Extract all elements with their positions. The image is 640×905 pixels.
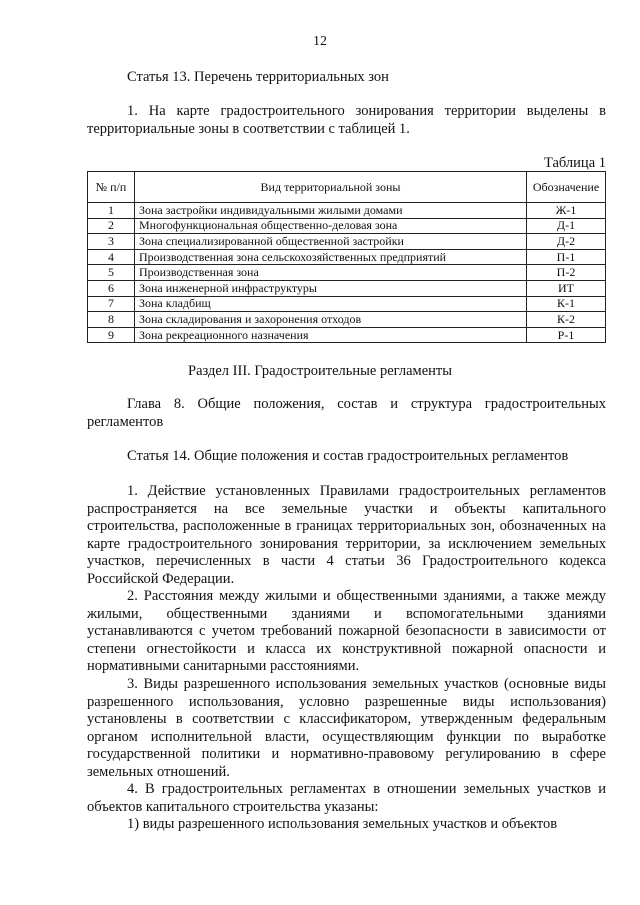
table-caption: Таблица 1 [543,155,606,171]
table-row [88,312,606,328]
row-num: 8 [88,312,135,328]
row-code: ИТ [527,280,606,296]
table-row [88,218,606,234]
row-zone-name: Производственная зона сельскохозяйственных предприятий [135,249,527,265]
row-zone-name: Зона складирования и захоронения отходов [135,312,527,328]
table-row [88,203,606,219]
table-row [88,296,606,312]
paragraph-3: 3. Виды разрешенного использования земельных участков (основные виды разрешенного использования, условно разрешенные виды использования) установлены в соответствии с классификатором, утвержденным федеральным органом исполнительной власти, осуществляющим функции по выработке государственной политики и нормативно-правовому регулированию в сфере земельных отношений. [87,676,606,780]
table-row [88,249,606,265]
row-code: К-1 [527,296,606,312]
row-code: П-2 [527,265,606,281]
row-num: 7 [88,296,135,312]
article-14-heading: Статья 14. Общие положения и состав градостроительных регламентов [127,448,569,464]
row-zone-name: Зона рекреационного назначения [135,327,527,343]
row-num: 5 [88,265,135,281]
row-code: Ж-1 [527,203,606,219]
paragraph-4: 4. В градостроительных регламентах в отношении земельных участков и объектов капитального строительства указаны: [87,781,606,815]
row-zone-name: Зона застройки индивидуальными жилыми домами [135,203,527,219]
row-zone-name: Зона кладбищ [135,296,527,312]
table-header-row [88,172,606,203]
table-row [88,280,606,296]
section-3-heading: Раздел III. Градостроительные регламенты [188,363,452,379]
header-num: № п/п [88,172,135,203]
page-number: 12 [313,34,327,49]
header-zone-type: Вид территориальной зоны [135,172,527,203]
row-num: 3 [88,234,135,250]
row-num: 1 [88,203,135,219]
paragraph-1: 1. Действие установленных Правилами градостроительных регламентов распространяется на все земельные участки и объекты капитального строительства, расположенные в границах территориальных зон, обозначенных на карте градостроительного зонирования территории, за исключением земельных участков, перечисленных в части 4 статьи 36 Градостроительного кодекса Российской Федерации. [87,483,606,587]
row-num: 2 [88,218,135,234]
table-row [88,234,606,250]
row-num: 9 [88,327,135,343]
row-code: Д-2 [527,234,606,250]
table-row [88,265,606,281]
table-row [88,327,606,343]
row-code: П-1 [527,249,606,265]
header-code: Обозначение [527,172,606,203]
row-zone-name: Зона инженерной инфраструктуры [135,280,527,296]
paragraph-5: 1) виды разрешенного использования земельных участков и объектов [127,816,558,832]
row-zone-name: Зона специализированной общественной застройки [135,234,527,250]
row-num: 6 [88,280,135,296]
row-code: Д-1 [527,218,606,234]
article-13-text: 1. На карте градостроительного зонирования территории выделены в территориальные зоны в соответствии с таблицей 1. [87,103,606,137]
article-13-heading: Статья 13. Перечень территориальных зон [127,69,389,85]
row-code: Р-1 [527,327,606,343]
row-code: К-2 [527,312,606,328]
zones-table [87,171,606,343]
row-num: 4 [88,249,135,265]
row-zone-name: Многофункциональная общественно-деловая зона [135,218,527,234]
paragraph-2: 2. Расстояния между жилыми и общественными зданиями, а также между жилыми, общественными зданиями и вспомогательными зданиями устанавливаются с учетом требований пожарной безопасности в зависимости от степени огнестойкости и класса их конструктивной пожарной опасности и нормативными санитарными расстояниями. [87,588,606,674]
chapter-8-heading: Глава 8. Общие положения, состав и структура градостроительных регламентов [87,396,606,430]
row-zone-name: Производственная зона [135,265,527,281]
